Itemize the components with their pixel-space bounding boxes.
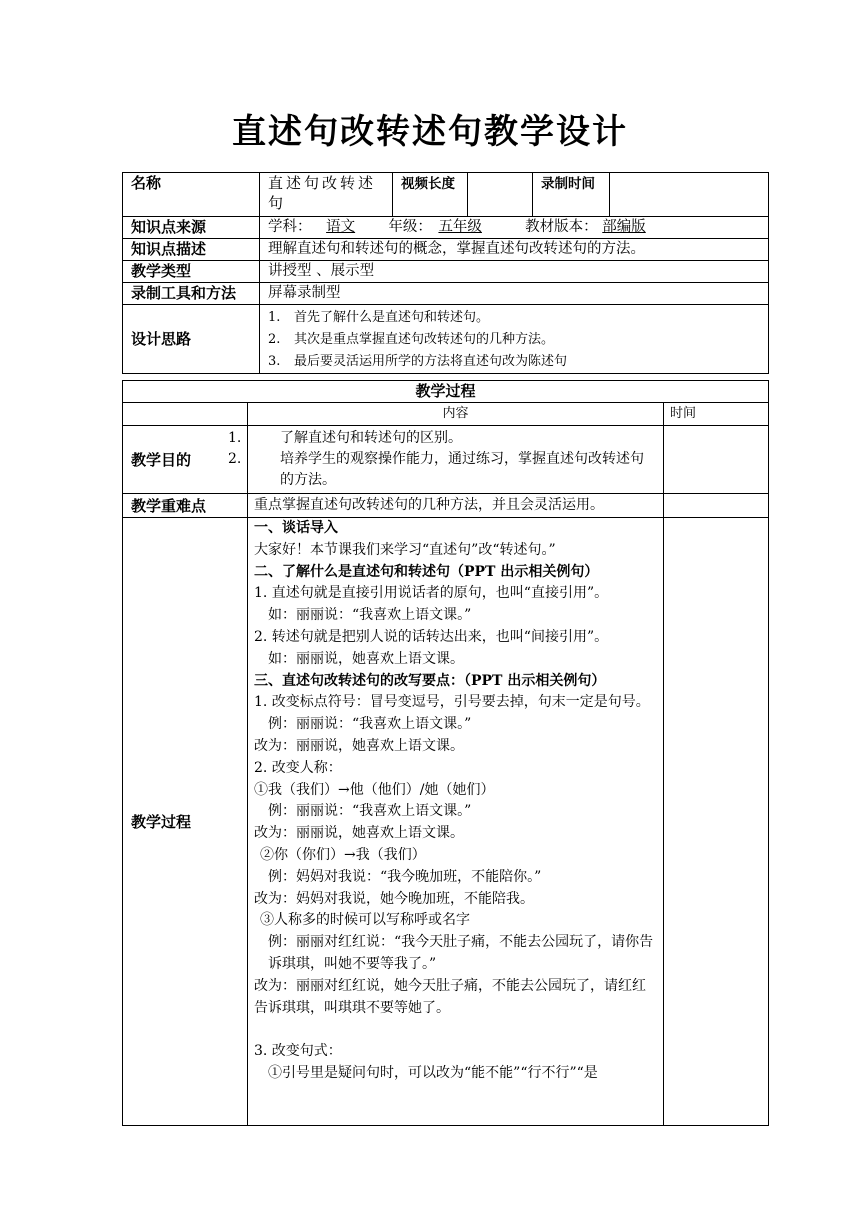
goal-item: 2. 培养学生的观察操作能力，通过练习，掌握直述句改转述句的方法。 <box>228 451 644 488</box>
record-time-label: 录制时间 <box>533 173 610 217</box>
desc-value: 理解直述句和转述句的概念，掌握直述句改转述句的方法。 <box>260 239 769 261</box>
proc-heading: 三、直述句改转述句的改写要点：（PPT 出示相关例句） <box>254 672 606 689</box>
col-time-header: 时间 <box>664 403 769 426</box>
proc-line: 如：丽丽说：“我喜欢上语文课。” <box>268 607 472 624</box>
design-item: 1. 首先了解什么是直述句和转述句。 <box>268 310 490 325</box>
proc-line: ①引号里是疑问句时，可以改为“能不能”“行不行”“是 <box>268 1064 598 1081</box>
proc-line: 1. 改变标点符号：冒号变逗号，引号要去掉，句末一定是句号。 <box>254 694 650 711</box>
source-label: 知识点来源 <box>123 217 260 239</box>
blank-line <box>254 1019 657 1041</box>
proc-line: 1. 直述句就是直接引用说话者的原句，也叫“直接引用”。 <box>254 585 609 602</box>
proc-line: 改为：丽丽对红红说，她今天肚子痛，不能去公园玩了，请红红告诉琪琪，叫琪琪不要等她了。 <box>254 977 646 1016</box>
proc-line: 改为：丽丽说，她喜欢上语文课。 <box>254 737 464 754</box>
video-length-label: 视频长度 <box>393 173 468 217</box>
header-empty <box>123 403 248 426</box>
proc-line: ①我（我们）→他（他们）/她（她们） <box>254 781 495 798</box>
name-value: 直述句改转述句 <box>260 173 393 217</box>
tool-label: 录制工具和方法 <box>123 283 260 305</box>
process-section-title: 教学过程 <box>123 381 769 403</box>
design-item: 2. 其次是重点掌握直述句改转述句的几种方法。 <box>268 332 555 347</box>
proc-line: 改为：丽丽说，她喜欢上语文课。 <box>254 825 464 842</box>
proc-line: 大家好！本节课我们来学习“直述句”改“转述句。” <box>254 541 556 558</box>
proc-time <box>664 518 769 1126</box>
key-value: 重点掌握直述句改转述句的几种方法，并且会灵活运用。 <box>248 494 664 518</box>
proc-line: 如：丽丽说，她喜欢上语文课。 <box>268 650 464 667</box>
goal-item: 1. 了解直述句和转述句的区别。 <box>228 430 462 446</box>
document-title: 直述句改转述句教学设计 <box>232 112 628 152</box>
proc-heading: 一、谈话导入 <box>254 520 338 536</box>
grade-prefix: 年级： <box>388 219 432 235</box>
process-table <box>122 380 769 1126</box>
proc-line: 例：丽丽说：“我喜欢上语文课。” <box>268 803 472 820</box>
edition-prefix: 教材版本： <box>525 219 598 235</box>
proc-content <box>248 518 664 1126</box>
proc-line: 例：妈妈对我说：“我今晚加班，不能陪你。” <box>268 868 542 885</box>
type-label: 教学类型 <box>123 261 260 283</box>
desc-label: 知识点描述 <box>123 239 260 261</box>
subject-prefix: 学科： <box>268 219 312 235</box>
edition-value: 部编版 <box>602 219 646 235</box>
proc-line: ②你（你们）→我（我们） <box>260 846 426 863</box>
proc-line: 例：丽丽对红红说：“我今天肚子痛，不能去公园玩了，请你告诉琪琪，叫她不要等我了。” <box>268 934 654 972</box>
name-label: 名称 <box>123 173 260 217</box>
design-list <box>260 305 769 374</box>
proc-line: 例：丽丽说：“我喜欢上语文课。” <box>268 716 472 733</box>
source-value <box>260 217 769 239</box>
proc-line: 2. 改变人称： <box>254 759 342 776</box>
record-time-value <box>610 173 769 217</box>
type-value: 讲授型 、展示型 <box>260 261 769 283</box>
col-content-header: 内容 <box>248 403 664 426</box>
proc-line: ③人称多的时候可以写称呼或名字 <box>260 912 470 929</box>
goal-list <box>228 426 664 494</box>
goal-label: 教学目的 <box>123 426 248 494</box>
key-time <box>664 494 769 518</box>
subject-value: 语文 <box>326 219 356 235</box>
design-item: 3. 最后要灵活运用所学的方法将直述句改为陈述句 <box>268 354 568 369</box>
key-label: 教学重难点 <box>123 494 248 518</box>
video-length-value <box>468 173 533 217</box>
design-label: 设计思路 <box>123 305 260 374</box>
proc-label: 教学过程 <box>123 518 248 1126</box>
info-table <box>122 172 769 374</box>
proc-line: 改为：妈妈对我说，她今晚加班，不能陪我。 <box>254 890 534 907</box>
goal-time <box>664 426 769 494</box>
proc-line: 3. 改变句式： <box>254 1043 342 1060</box>
grade-value: 五年级 <box>438 219 482 235</box>
tool-value: 屏幕录制型 <box>260 283 769 305</box>
proc-heading: 二、了解什么是直述句和转述句（PPT 出示相关例句） <box>254 563 599 580</box>
proc-line: 2. 转述句就是把别人说的话转达出来，也叫“间接引用”。 <box>254 628 609 645</box>
